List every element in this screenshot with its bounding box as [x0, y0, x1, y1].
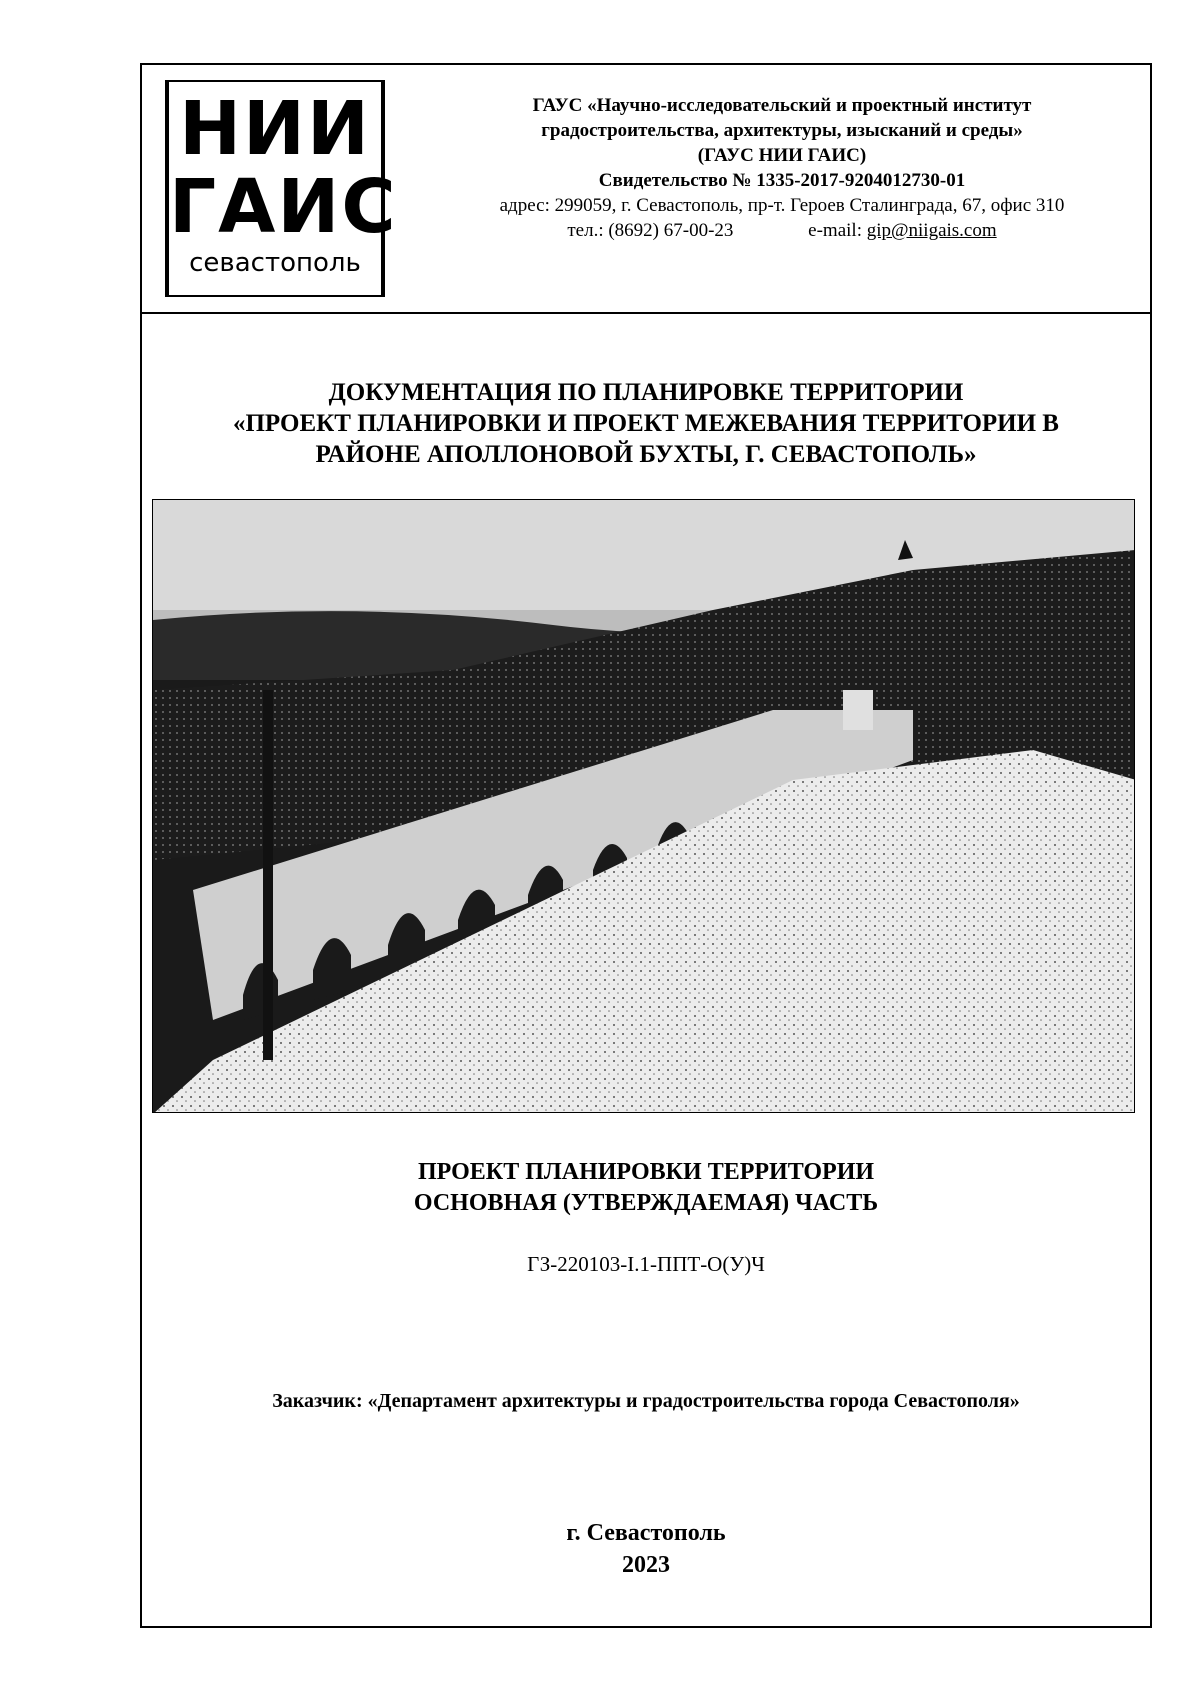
- pole: [263, 690, 273, 1060]
- aqueduct-photo: [153, 500, 1135, 1113]
- small-structure: [843, 690, 873, 730]
- org-name-line1: ГАУС «Научно-исследовательский и проектный институт: [532, 95, 1032, 116]
- org-contacts: [422, 218, 1142, 243]
- org-certificate: Свидетельство № 1335-2017-9204012730-01: [598, 170, 966, 191]
- document-subtitle: [142, 1157, 1150, 1219]
- org-name-line2: градостроительства, архитектуры, изысканий и среды»: [541, 120, 1023, 141]
- customer-line: Заказчик: «Департамент архитектуры и градостроительства города Севастополя»: [272, 1390, 1020, 1412]
- logo-line1: НИИ: [179, 86, 371, 172]
- page-frame: [140, 63, 1152, 1628]
- org-phone: тел.: (8692) 67-00-23: [567, 220, 734, 241]
- cover-photo: [152, 499, 1135, 1113]
- organization-info: [422, 93, 1142, 243]
- org-email-link[interactable]: gip@niigais.com: [866, 220, 997, 241]
- footer-block: [142, 1517, 1150, 1581]
- subtitle-line1: ПРОЕКТ ПЛАНИРОВКИ ТЕРРИТОРИИ: [417, 1159, 875, 1185]
- header-block: [142, 65, 1150, 314]
- title-line3: РАЙОНЕ АПОЛЛОНОВОЙ БУХТЫ, Г. СЕВАСТОПОЛЬ»: [315, 441, 977, 468]
- org-address: адрес: 299059, г. Севастополь, пр-т. Героев Сталинграда, 67, офис 310: [499, 195, 1065, 216]
- document-title: [142, 377, 1150, 470]
- title-line1: ДОКУМЕНТАЦИЯ ПО ПЛАНИРОВКЕ ТЕРРИТОРИИ: [328, 379, 964, 406]
- org-short-name: (ГАУС НИИ ГАИС): [697, 145, 867, 166]
- org-email-label: e-mail:: [808, 220, 862, 241]
- logo-line2: ГАИС: [169, 164, 398, 250]
- title-line2: «ПРОЕКТ ПЛАНИРОВКИ И ПРОЕКТ МЕЖЕВАНИЯ ТЕРРИТОРИИ В: [232, 410, 1059, 437]
- footer-city: г. Севастополь: [566, 1520, 726, 1546]
- logo-city: севастополь: [189, 248, 361, 278]
- document-code: ГЗ-220103-I.1-ППТ-О(У)Ч: [527, 1252, 765, 1276]
- institute-logo: [165, 80, 398, 297]
- footer-year: 2023: [622, 1552, 670, 1578]
- subtitle-line2: ОСНОВНАЯ (УТВЕРЖДАЕМАЯ) ЧАСТЬ: [413, 1190, 879, 1216]
